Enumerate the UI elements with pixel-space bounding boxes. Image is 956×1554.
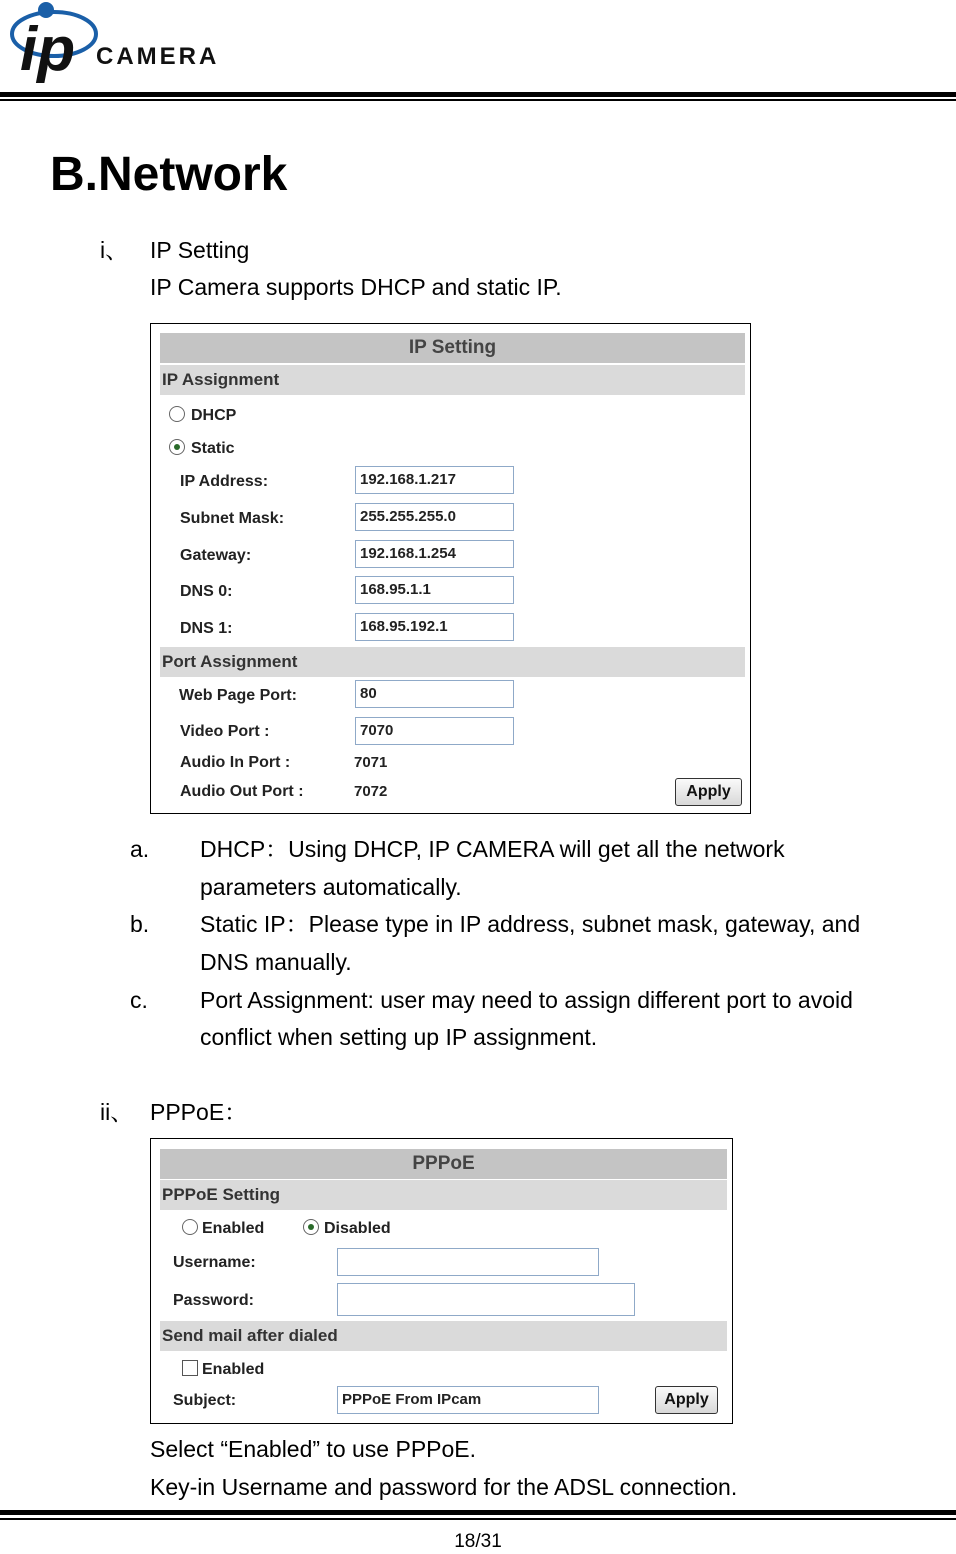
page-title: B.Network: [50, 148, 288, 201]
subject-field[interactable]: PPPoE From IPcam: [337, 1386, 599, 1414]
ip-assignment-bar: IP Assignment: [160, 365, 745, 395]
audio-out-port-value: 7072: [354, 783, 388, 800]
username-label: Username:: [173, 1254, 256, 1271]
video-port-label: Video Port :: [180, 723, 270, 740]
dns1-label: DNS 1:: [180, 620, 233, 637]
ip-setting-panel: [150, 323, 751, 814]
footer-rule-thick: [0, 1510, 956, 1515]
subject-label: Subject:: [173, 1392, 237, 1409]
password-field[interactable]: [337, 1283, 635, 1316]
note-a-line2: parameters automatically.: [200, 874, 462, 900]
audio-in-port-label: Audio In Port :: [180, 754, 291, 771]
username-field[interactable]: [337, 1248, 599, 1276]
subnet-mask-field[interactable]: 255.255.255.0: [355, 503, 514, 531]
section1-heading: IP Setting: [150, 237, 250, 263]
static-radio[interactable]: [169, 439, 185, 455]
header-rule-thick: [0, 92, 956, 97]
note-a-marker: a.: [130, 836, 150, 862]
dns0-field[interactable]: 168.95.1.1: [355, 576, 514, 604]
mail-enabled-label: Enabled: [202, 1361, 265, 1378]
pppoe-enabled-radio[interactable]: [182, 1219, 198, 1235]
static-label: Static: [191, 440, 235, 457]
note-b-marker: b.: [130, 911, 150, 937]
ip-address-label: IP Address:: [180, 473, 269, 490]
closing-line2: Key-in Username and password for the ADSL connection.: [150, 1474, 738, 1500]
mail-enabled-checkbox[interactable]: [182, 1360, 198, 1376]
pppoe-title: PPPoE: [160, 1149, 727, 1179]
web-page-port-field[interactable]: 80: [355, 680, 514, 708]
note-c-line1: Port Assignment: user may need to assign different port to avoid: [200, 987, 853, 1013]
ip-camera-logo: [6, 0, 276, 90]
note-c-marker: c.: [130, 987, 148, 1013]
video-port-field[interactable]: 7070: [355, 717, 514, 745]
note-b-line1: Static IP：Please type in IP address, subnet mask, gateway, and: [200, 911, 861, 937]
note-b-line2: DNS manually.: [200, 949, 352, 975]
pppoe-disabled-label: Disabled: [324, 1220, 391, 1237]
header-rule-thin: [0, 99, 956, 101]
footer-rule-thin: [0, 1518, 956, 1520]
section2-marker: ii、: [100, 1099, 134, 1125]
note-a-line1: DHCP：Using DHCP, IP CAMERA will get all the network: [200, 836, 785, 862]
subnet-mask-label: Subnet Mask:: [180, 510, 285, 527]
audio-in-port-value: 7071: [354, 754, 388, 771]
port-assignment-bar: Port Assignment: [160, 647, 745, 677]
dhcp-label: DHCP: [191, 407, 237, 424]
pppoe-panel: [150, 1138, 733, 1424]
dns1-field[interactable]: 168.95.192.1: [355, 613, 514, 641]
send-mail-bar: Send mail after dialed: [160, 1321, 727, 1351]
audio-out-port-label: Audio Out Port :: [180, 783, 304, 800]
web-page-port-label: Web Page Port:: [179, 687, 297, 704]
ip-address-field[interactable]: 192.168.1.217: [355, 466, 514, 494]
pppoe-setting-bar: PPPoE Setting: [160, 1180, 727, 1210]
gateway-field[interactable]: 192.168.1.254: [355, 540, 514, 568]
pppoe-disabled-radio[interactable]: [303, 1219, 319, 1235]
ip-apply-button[interactable]: Apply: [675, 778, 742, 806]
pppoe-enabled-label: Enabled: [202, 1220, 265, 1237]
note-c-line2: conflict when setting up IP assignment.: [200, 1024, 598, 1050]
dhcp-radio[interactable]: [169, 406, 185, 422]
section2-heading: PPPoE：: [150, 1099, 248, 1125]
password-label: Password:: [173, 1292, 254, 1309]
pppoe-apply-button[interactable]: Apply: [655, 1386, 718, 1414]
dns0-label: DNS 0:: [180, 583, 233, 600]
logo-camera-text: CAMERA: [96, 43, 220, 70]
closing-line1: Select “Enabled” to use PPPoE.: [150, 1436, 477, 1462]
gateway-label: Gateway:: [180, 547, 252, 564]
ip-setting-title: IP Setting: [160, 333, 745, 363]
section1-marker: i、: [100, 237, 129, 263]
page-number: 18/31: [454, 1531, 502, 1552]
logo-ip-text: ip: [20, 15, 76, 84]
section1-intro: IP Camera supports DHCP and static IP.: [150, 274, 562, 300]
